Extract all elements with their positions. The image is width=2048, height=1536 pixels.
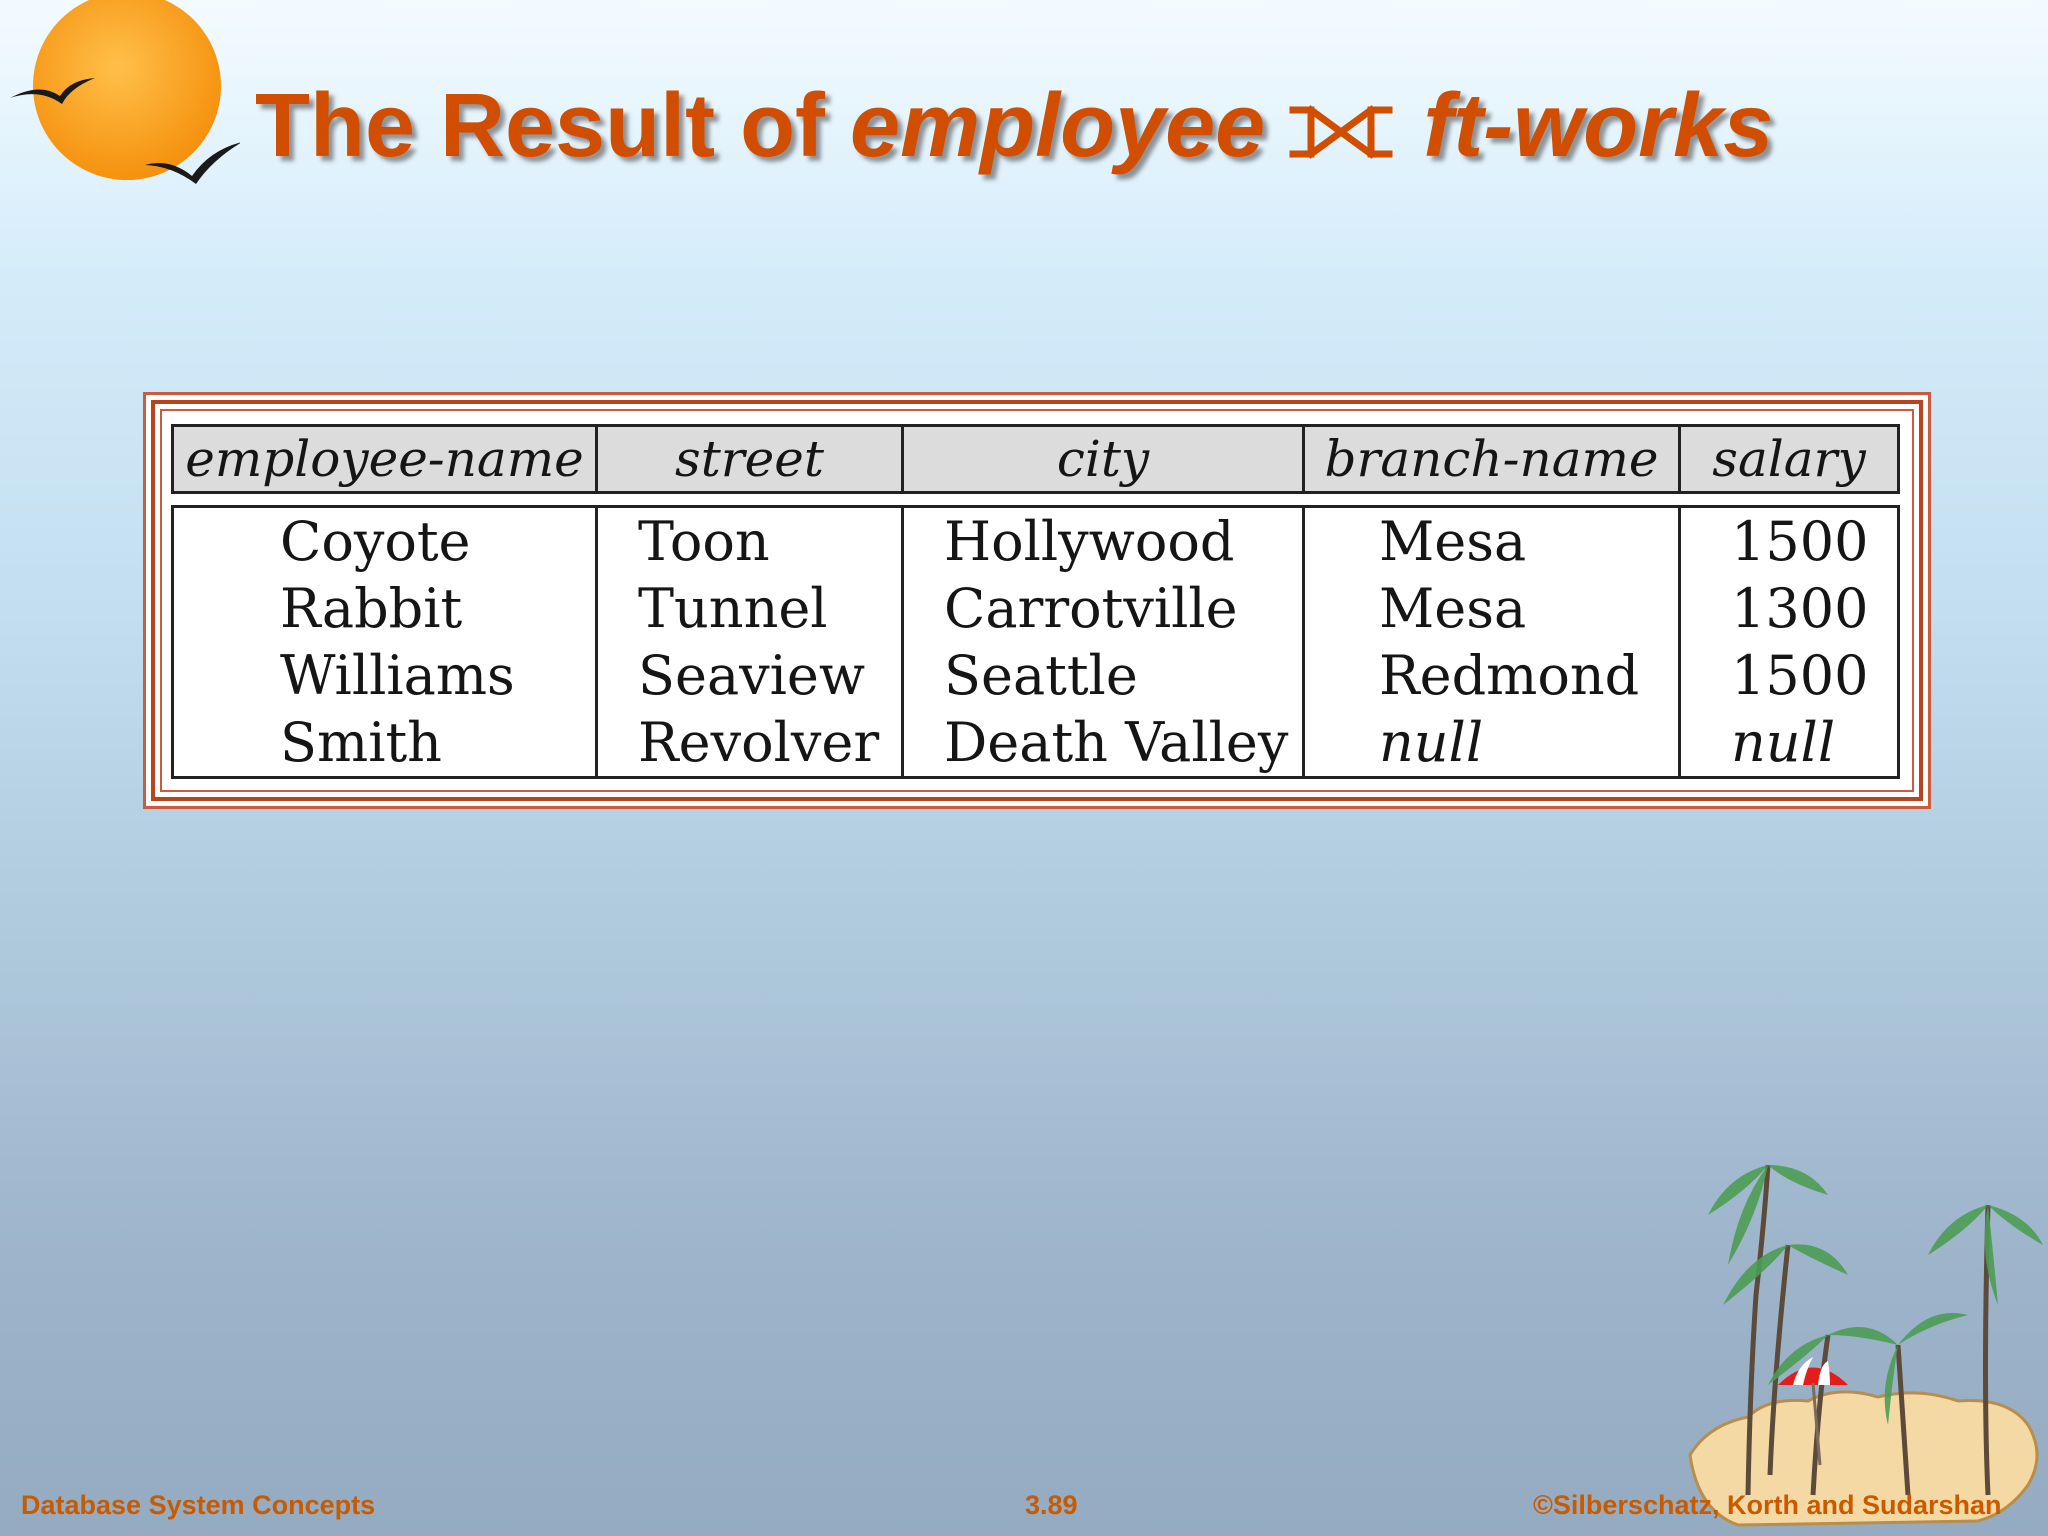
cell-branch-name: Mesa [1304, 575, 1680, 642]
full-outer-join-icon [1287, 102, 1395, 162]
table-row [173, 507, 1899, 576]
footer-page-number: 3.89 [1025, 1490, 1078, 1520]
cell-salary: 1500 [1680, 642, 1899, 709]
cell-city: Carrotville [903, 575, 1304, 642]
table-row [173, 709, 1899, 778]
cell-employee-name: Smith [173, 709, 597, 778]
col-header-branch-name: branch-name [1304, 426, 1680, 493]
sun-with-birds-logo [0, 0, 240, 190]
cell-city: Seattle [903, 642, 1304, 709]
cell-branch-name: Mesa [1304, 507, 1680, 576]
table-row [173, 642, 1899, 709]
col-header-employee-name: employee-name [173, 426, 597, 493]
cell-salary-null: null [1680, 709, 1899, 778]
cell-branch-name-null: null [1304, 709, 1680, 778]
table-header [171, 424, 1900, 494]
cell-street: Toon [597, 507, 903, 576]
cell-salary: 1500 [1680, 507, 1899, 576]
cell-salary: 1300 [1680, 575, 1899, 642]
cell-employee-name: Coyote [173, 507, 597, 576]
slide-title [255, 66, 1955, 186]
cell-employee-name: Williams [173, 642, 597, 709]
col-header-salary: salary [1680, 426, 1899, 493]
table-row [173, 575, 1899, 642]
cell-street: Seaview [597, 642, 903, 709]
header-row [173, 426, 1899, 493]
title-prefix: The Result of [255, 76, 851, 176]
title-relation-left: employee [850, 76, 1266, 176]
palm-island-illustration [1678, 1135, 2048, 1535]
cell-branch-name: Redmond [1304, 642, 1680, 709]
cell-street: Revolver [597, 709, 903, 778]
col-header-street: street [597, 426, 903, 493]
cell-city: Hollywood [903, 507, 1304, 576]
footer-book-title: Database System Concepts [21, 1490, 376, 1520]
cell-employee-name: Rabbit [173, 575, 597, 642]
cell-city: Death Valley [903, 709, 1304, 778]
title-relation-right: ft-works [1423, 76, 1774, 176]
table-body [171, 505, 1900, 779]
col-header-city: city [903, 426, 1304, 493]
cell-street: Tunnel [597, 575, 903, 642]
footer-copyright: ©Silberschatz, Korth and Sudarshan [1533, 1490, 2002, 1520]
